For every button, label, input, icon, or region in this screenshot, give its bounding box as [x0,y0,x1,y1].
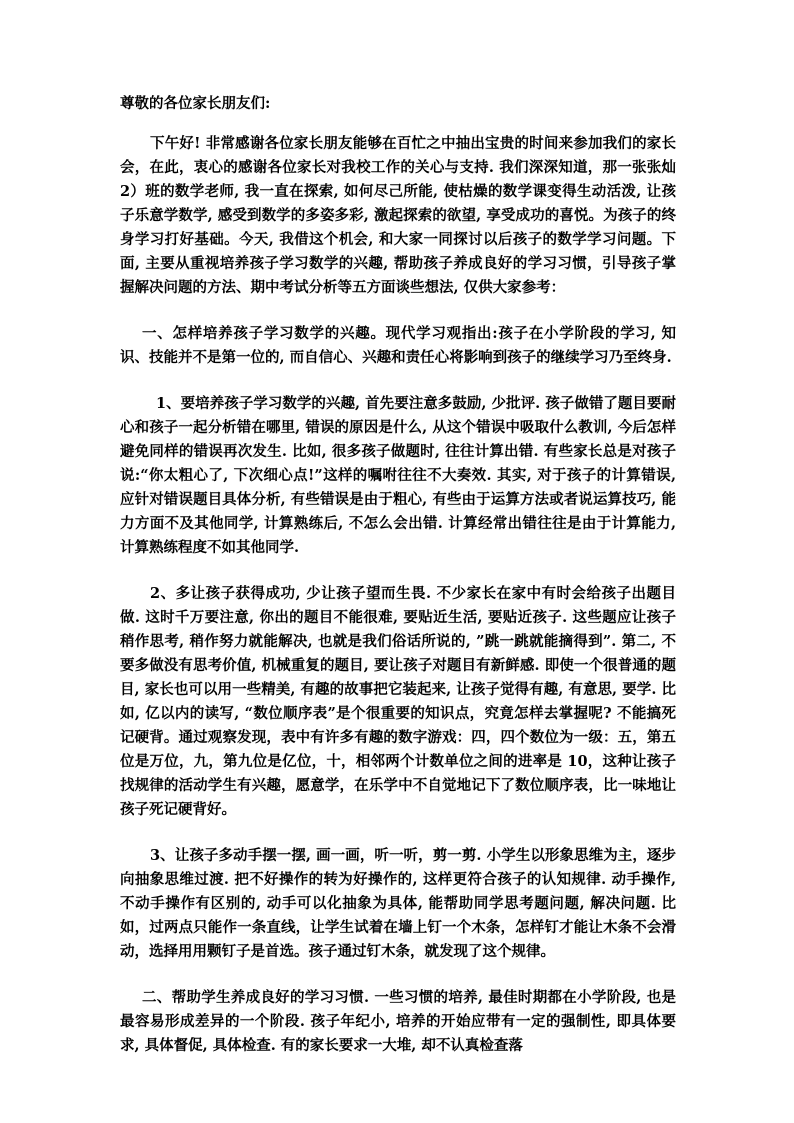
paragraph-point-2: 2、多让孩子获得成功, 少让孩子望而生畏. 不少家长在家中有时会给孩子出题目做. 这时千万要注意, 你出的题目不能很难, 要贴近生活, 要贴近孩子. 这些题应让孩子稍作思考, 稍作努力就能解决, 也就是我们俗话所说的, ”跳一跳就能摘得到”. 第二, 不要多做没有思考价值, 机械重复的题目, 要让孩子对题目有新鲜感. 即使一个很普通的题目, 家长也可以用一些精美, 有趣的故事把它装起来, 让孩子觉得有趣, 有意思, 要学. 比如, 亿以内的读写, “数位顺序表”是个很重要的知识点，究竟怎样去掌握呢? 不能搞死记硬背。通过观察发现，表中有许多有趣的数字游戏：四，四个数位为一级：五，第五位是万位，九，第九位是亿位，十，相邻两个计数单位之间的进率是 10，这种让孩子找规律的活动学生有兴趣，愿意学，在乐学中不自觉地记下了数位顺序表，比一味地让孩子死记硬背好。 [120,585,676,818]
paragraph-point-1: 1、要培养孩子学习数学的兴趣, 首先要注意多鼓励, 少批评. 孩子做错了题目要耐心和孩子一起分析错在哪里, 错误的原因是什么, 从这个错误中吸取什么教训, 今后怎样避免同样的错误再次发生. 比如, 很多孩子做题时, 往往计算出错. 有些家长总是对孩子说:“你太粗心了, 下次细心点!”这样的嘱咐往往不大奏效. 其实, 对于孩子的计算错误, 应针对错误题目具体分析, 有些错误是由于粗心, 有些由于运算方法或者说运算技巧, 能力方面不及其他同学, 计算熟练后, 不怎么会出错. 计算经常出错往往是由于计算能力, 计算熟练程度不如其他同学. [120,395,676,556]
paragraph-section-2: 二、帮助学生养成良好的学习习惯. 一些习惯的培养, 最佳时期都在小学阶段, 也是最容易形成差异的一个阶段. 孩子年纪小, 培养的开始应带有一定的强制性, 即具体要求, 具体督促, 具体检查. 有的家长要求一大堆, 却不认真检查落 [120,989,676,1054]
paragraph-point-3: 3、让孩子多动手摆一摆, 画一画，听一听，剪一剪. 小学生以形象思维为主，逐步向抽象思维过渡. 把不好操作的转为好操作的, 这样更符合孩子的认知规律. 动手操作, 不动手操作有区别的, 动手可以化抽象为具体, 能帮助同学思考题问题, 解决问题. 比如，过两点只能作一条直线，让学生试着在墙上钉一个木条，怎样钉才能让木条不会滑动，选择用用颗钉子是首选。孩子通过钉木条，就发现了这个规律。 [120,847,676,960]
paragraph-section-1: 一、怎样培养孩子学习数学的兴趣。现代学习观指出:孩子在小学阶段的学习, 知识、技能并不是第一位的, 而自信心、兴趣和责任心将影响到孩子的继续学习乃至终身. [120,325,676,366]
salutation: 尊敬的各位家长朋友们: [120,95,271,112]
paragraph-intro: 下午好! 非常感谢各位家长朋友能够在百忙之中抽出宝贵的时间来参加我们的家长会，在此，衷心的感谢各位家长对我校工作的关心与支持. 我们深深知道，那一张张灿 2）班的数学老师, 我一直在探索, 如何尽己所能, 使枯燥的数学课变得生动活泼, 让孩子乐意学数学, 感受到数学的多姿多彩, 激起探索的欲望, 享受成功的喜悦。为孩子的终身学习打好基础。今天, 我借这个机会, 和大家一同探讨以后孩子的数学学习问题。下面, 主要从重视培养孩子学习数学的兴趣, 帮助孩子养成良好的学习习惯，引导孩子掌握解决问题的方法、期中考试分析等五方面谈些想法, 仅供大家参考： [120,135,676,296]
document-body [120,92,676,1080]
